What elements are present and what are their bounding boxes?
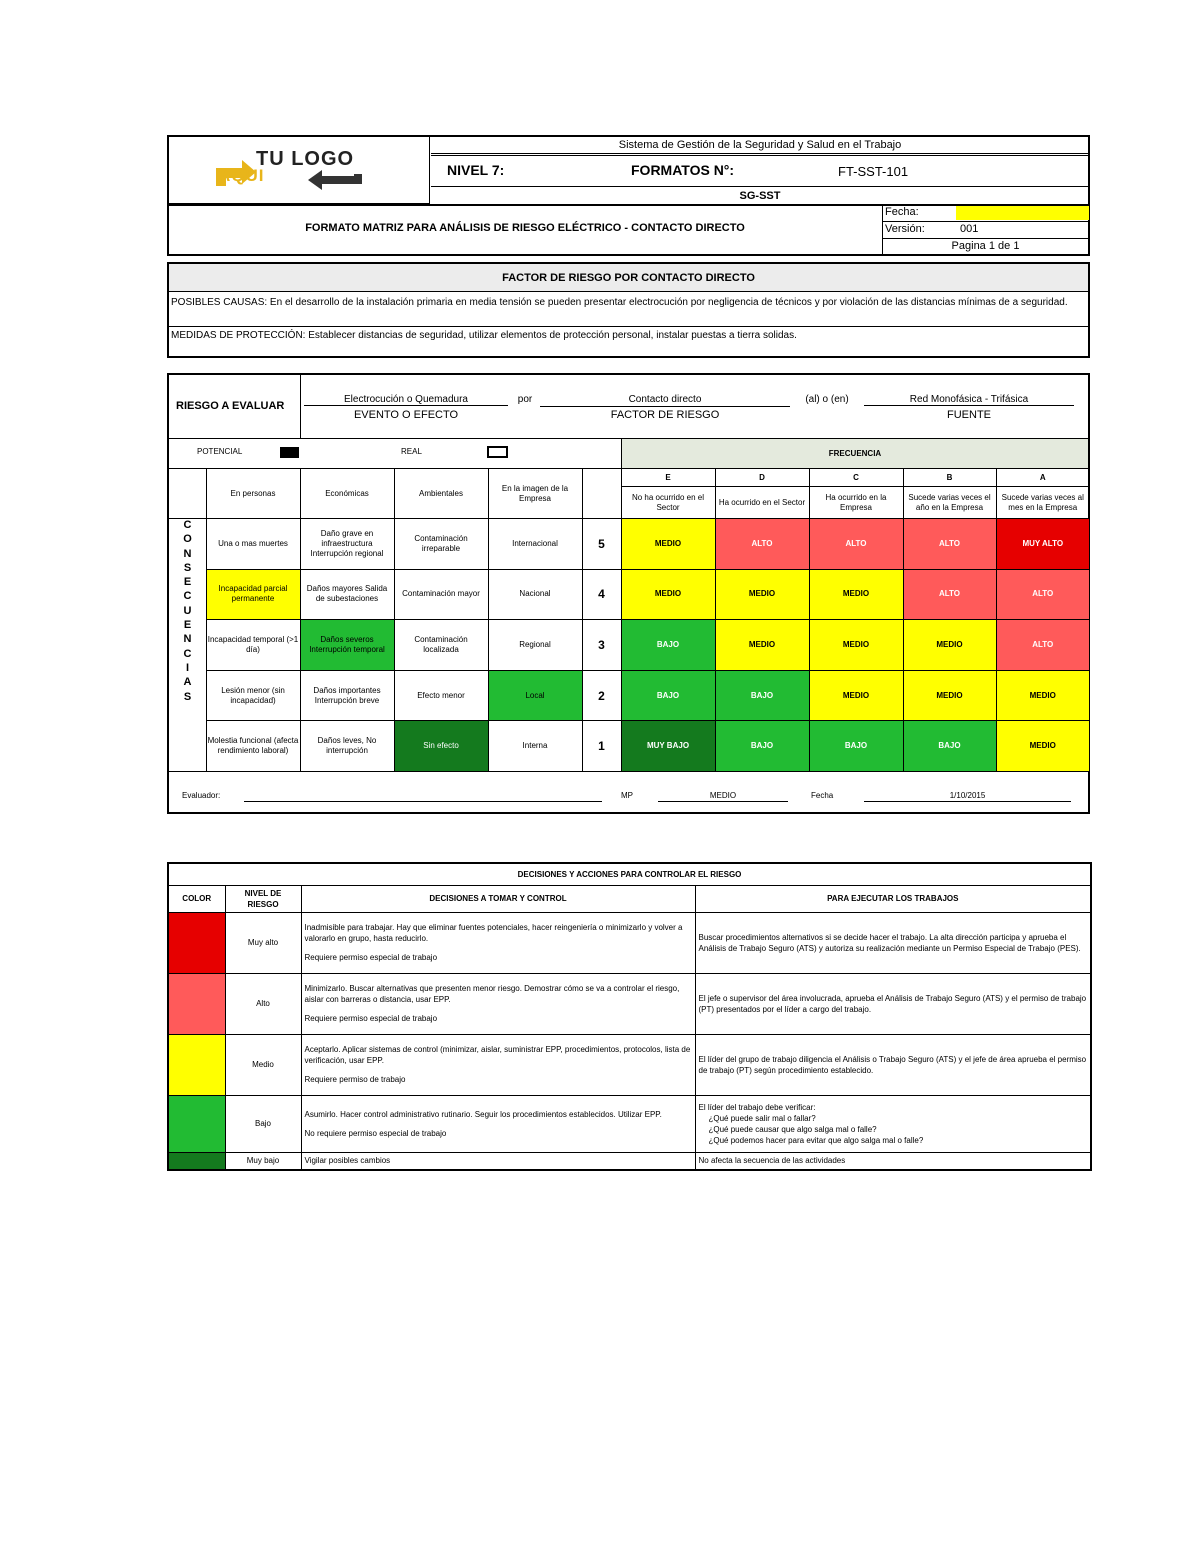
logo-box — [168, 136, 430, 204]
doc-title: FORMATO MATRIZ PARA ANÁLISIS DE RIESGO ELÉCTRICO - CONTACTO DIRECTO — [305, 222, 745, 234]
severity-number: 3 — [582, 620, 621, 671]
medidas-text — [171, 329, 1085, 342]
causas-body: En el desarrollo de la instalación primaria en media tensión se pueden presentar electrocución por negligencia de técnicos y por violación de las distancias mínimas de a seguridad. — [267, 297, 1068, 308]
riesgo-vline — [300, 375, 301, 439]
col-header-ambientales: Ambientales — [394, 469, 488, 519]
matrix-row — [169, 721, 1089, 772]
decision-text-cell — [301, 1095, 695, 1152]
consequence-personas: Incapacidad parcial permanente — [206, 569, 300, 620]
medidas-body: Establecer distancias de seguridad, utilizar elementos de protección personal, instalar puestas a tierra solidas. — [305, 330, 797, 341]
decisions-body — [168, 912, 1091, 1170]
execution-text-cell — [695, 1152, 1091, 1170]
severity-number: 2 — [582, 670, 621, 721]
decision-permit: Requiere permiso de trabajo — [304, 1075, 406, 1084]
consequence-imagen: Regional — [488, 620, 582, 671]
freq-desc-c: Ha ocurrido en la Empresa — [809, 487, 903, 519]
consequence-economicas: Daños mayores Salida de subestaciones — [300, 569, 394, 620]
decision-row — [168, 1034, 1091, 1095]
consequence-imagen: Nacional — [488, 569, 582, 620]
risk-cell: ALTO — [903, 569, 996, 620]
decision-row — [168, 1095, 1091, 1152]
evaluador-field[interactable] — [244, 791, 602, 802]
factor-value: Contacto directo — [628, 394, 702, 405]
consecuencias-vertical-label — [169, 518, 206, 771]
risk-color-swatch — [168, 1095, 225, 1152]
eval-hline — [169, 771, 1088, 772]
consecuencias-letter: U — [183, 604, 192, 617]
risk-cell: ALTO — [903, 519, 996, 570]
version-label: Versión: — [885, 223, 925, 235]
risk-level: Medio — [225, 1034, 301, 1095]
risk-color-swatch — [168, 1034, 225, 1095]
freq-desc-a: Sucede varias veces al mes en la Empresa — [996, 487, 1089, 519]
consequence-personas: Incapacidad temporal (>1 día) — [206, 620, 300, 671]
col-header-economicas: Económicas — [300, 469, 394, 519]
mp-label: MP — [621, 791, 633, 800]
h-nivel: NIVEL DE RIESGO — [225, 885, 301, 912]
nivel-label: NIVEL 7: — [447, 162, 505, 178]
meta-line-2 — [882, 238, 1089, 239]
decisions-table — [167, 862, 1092, 1171]
al-en-label: (al) o (en) — [805, 394, 849, 405]
sg-sst: SG-SST — [739, 190, 781, 202]
decision-row — [168, 912, 1091, 973]
formatos-label: FORMATOS N°: — [631, 162, 735, 178]
risk-color-swatch — [168, 973, 225, 1034]
por-line — [540, 406, 790, 407]
severity-number: 4 — [582, 569, 621, 620]
freq-letter-e: E — [621, 469, 715, 487]
consequence-imagen: Local — [488, 670, 582, 721]
consecuencias-letter: N — [183, 633, 192, 646]
evento-label: EVENTO O EFECTO — [353, 409, 459, 421]
consecuencias-letter: I — [185, 661, 190, 674]
decision-text-cell — [301, 973, 695, 1034]
decision-row — [168, 973, 1091, 1034]
risk-cell: MUY BAJO — [621, 721, 715, 772]
consequence-ambientales: Contaminación irreparable — [394, 519, 488, 570]
system-title: Sistema de Gestión de la Seguridad y Salud en el Trabajo — [431, 137, 1089, 154]
execution-text: El líder del grupo de trabajo diligencia el Análisis o Trabajo Seguro (ATS) y el jefe de área aprueba el permiso de trabajo (PT) según procedimiento establecido. — [698, 1054, 1087, 1075]
consequence-personas: Molestia funcional (afecta rendimiento laboral) — [206, 721, 300, 772]
execution-text: El líder del trabajo debe verificar: — [698, 1102, 816, 1112]
logo-line2: AQUI — [218, 166, 265, 185]
risk-cell: BAJO — [715, 670, 809, 721]
consecuencias-letter: E — [183, 619, 192, 632]
consecuencias-letter: A — [183, 676, 192, 689]
decision-text-cell — [301, 912, 695, 973]
decision-text: Aceptarlo. Aplicar sistemas de control (minimizar, aislar, suministrar EPP, procedimientos, protocolos, lista de verificación, usar EPP. — [304, 1045, 691, 1065]
col-header-imagen: En la imagen de la Empresa — [488, 469, 582, 519]
risk-cell: MEDIO — [996, 670, 1089, 721]
decision-text: Minimizarlo. Buscar alternativas que presenten menor riesgo. Demostrar cómo se va a controlar el riesgo, aislar con barreras o distancia, usar EPP. — [304, 984, 680, 1004]
consecuencias-letter: S — [183, 690, 192, 703]
decisions-title: DECISIONES Y ACCIONES PARA CONTROLAR EL RIESGO — [168, 863, 1091, 885]
risk-cell: MEDIO — [715, 569, 809, 620]
logo-line1: TU LOGO — [256, 148, 355, 170]
matrix-row — [169, 620, 1089, 671]
consequence-ambientales: Sin efecto — [394, 721, 488, 772]
consecuencias-letter: C — [183, 590, 192, 603]
fecha-label: Fecha: — [885, 206, 919, 218]
execution-text: Buscar procedimientos alternativos si se decide hacer el trabajo. La alta dirección participa y aprueba el Análisis de Trabajo Seguro (ATS) y autoriza su realización mediante un Permiso Especial de Trabajo (PES). — [698, 932, 1081, 953]
matrix-row — [169, 670, 1089, 721]
real-checkbox[interactable] — [487, 446, 508, 458]
consequence-personas: Lesión menor (sin incapacidad) — [206, 670, 300, 721]
col-header-personas: En personas — [206, 469, 300, 519]
consequence-imagen: Internacional — [488, 519, 582, 570]
evaluador-label: Evaluador: — [182, 791, 221, 800]
factor-divider — [169, 326, 1088, 327]
consequence-imagen: Interna — [488, 721, 582, 772]
risk-cell: ALTO — [996, 569, 1089, 620]
risk-cell: MEDIO — [903, 670, 996, 721]
medidas-label: MEDIDAS DE PROTECCIÓN: — [171, 330, 306, 341]
execution-question: ¿Qué puede salir mal o fallar? — [708, 1113, 816, 1123]
freq-desc-b: Sucede varias veces el año en la Empresa — [903, 487, 996, 519]
consecuencias-letter: C — [183, 647, 192, 660]
mp-value: MEDIO — [658, 791, 788, 802]
risk-cell: ALTO — [996, 620, 1089, 671]
risk-cell: ALTO — [809, 519, 903, 570]
risk-cell: MEDIO — [996, 721, 1089, 772]
consecuencias-letter: S — [183, 561, 192, 574]
factor-label: FACTOR DE RIESGO — [610, 409, 720, 421]
consequence-economicas: Daño grave en infraestructura Interrupción regional — [300, 519, 394, 570]
freq-desc-d: Ha ocurrido en el Sector — [715, 487, 809, 519]
risk-cell: ALTO — [715, 519, 809, 570]
consequence-economicas: Daños importantes Interrupción breve — [300, 670, 394, 721]
risk-cell: MEDIO — [809, 569, 903, 620]
risk-matrix — [169, 468, 1089, 772]
consecuencias-letter: N — [183, 547, 192, 560]
risk-cell: MEDIO — [903, 620, 996, 671]
execution-text: El jefe o supervisor del área involucrada, aprueba el Análisis de Trabajo Seguro (ATS) y el permiso de trabajo (PT) presentados por el líder a cargo del trabajo. — [698, 993, 1087, 1014]
risk-color-swatch — [168, 1152, 225, 1170]
risk-cell: BAJO — [715, 721, 809, 772]
freq-letter-a: A — [996, 469, 1089, 487]
risk-level: Muy alto — [225, 912, 301, 973]
severity-number: 5 — [582, 519, 621, 570]
evento-value: Electrocución o Quemadura — [304, 394, 508, 406]
h-color: COLOR — [168, 885, 225, 912]
consequence-ambientales: Efecto menor — [394, 670, 488, 721]
freq-letter-b: B — [903, 469, 996, 487]
eval-fecha-label: Fecha — [811, 791, 834, 800]
nivel-row — [431, 155, 1089, 187]
potencial-checkbox[interactable] — [280, 447, 299, 458]
format-code: FT-SST-101 — [838, 164, 909, 179]
risk-cell: MEDIO — [809, 620, 903, 671]
risk-color-swatch — [168, 912, 225, 973]
risk-level: Bajo — [225, 1095, 301, 1152]
consequence-ambientales: Contaminación mayor — [394, 569, 488, 620]
meta-line-1 — [882, 221, 1089, 222]
potencial-label: POTENCIAL — [197, 447, 243, 456]
pagina: Pagina 1 de 1 — [951, 240, 1020, 252]
consequence-personas: Una o mas muertes — [206, 519, 300, 570]
risk-cell: MEDIO — [809, 670, 903, 721]
version-value: 001 — [960, 223, 979, 235]
risk-level: Muy bajo — [225, 1152, 301, 1170]
riesgo-label: RIESGO A EVALUAR — [176, 400, 285, 412]
h-ejecutar: PARA EJECUTAR LOS TRABAJOS — [695, 885, 1091, 912]
causas-text — [171, 296, 1085, 309]
risk-cell: MEDIO — [621, 519, 715, 570]
freq-letter-c: C — [809, 469, 903, 487]
decision-text-cell — [301, 1034, 695, 1095]
decision-text: Inadmisible para trabajar. Hay que eliminar fuentes potenciales, hacer reingeniería o minimizarlo y volver a valorarlo en grupo, hasta reducirlo. — [304, 923, 683, 943]
por-label: por — [517, 394, 533, 405]
decision-row — [168, 1152, 1091, 1170]
execution-text-cell — [695, 1095, 1091, 1152]
execution-text-cell — [695, 912, 1091, 973]
execution-question: ¿Qué podemos hacer para evitar que algo salga mal o falle? — [708, 1135, 924, 1145]
decision-permit: No requiere permiso especial de trabajo — [304, 1128, 447, 1138]
consecuencias-letter: C — [183, 519, 192, 531]
consequence-economicas: Daños severos Interrupción temporal — [300, 620, 394, 671]
freq-desc-e: No ha ocurrido en el Sector — [621, 487, 715, 519]
matrix-row — [169, 519, 1089, 570]
real-label: REAL — [401, 447, 422, 456]
frecuencia-header: FRECUENCIA — [621, 439, 1088, 468]
eval-fecha-value: 1/10/2015 — [864, 791, 1071, 802]
consequence-economicas: Daños leves, No interrupción — [300, 721, 394, 772]
decision-text-cell — [301, 1152, 695, 1170]
consequence-ambientales: Contaminación localizada — [394, 620, 488, 671]
risk-cell: BAJO — [809, 721, 903, 772]
fuente-label: FUENTE — [947, 409, 991, 421]
h-decisiones: DECISIONES A TOMAR Y CONTROL — [301, 885, 695, 912]
execution-text-cell — [695, 1034, 1091, 1095]
factor-title: FACTOR DE RIESGO POR CONTACTO DIRECTO — [169, 264, 1088, 292]
decision-permit: Requiere permiso especial de trabajo — [304, 953, 438, 962]
fuente-value: Red Monofásica - Trifásica — [864, 394, 1074, 406]
decision-text: Vigilar posibles cambios — [304, 1156, 391, 1166]
matrix-body — [169, 519, 1089, 772]
decision-permit: Requiere permiso especial de trabajo — [304, 1014, 438, 1023]
freq-letter-d: D — [715, 469, 809, 487]
consecuencias-letter: O — [183, 533, 192, 546]
risk-level: Alto — [225, 973, 301, 1034]
matrix-row — [169, 569, 1089, 620]
risk-cell: MEDIO — [621, 569, 715, 620]
severity-number: 1 — [582, 721, 621, 772]
col-header-blank — [582, 469, 621, 519]
fecha-field[interactable] — [956, 206, 1089, 220]
risk-cell: BAJO — [621, 670, 715, 721]
execution-question: ¿Qué puede causar que algo salga mal o falle? — [708, 1124, 877, 1134]
execution-text: No afecta la secuencia de las actividades — [698, 1156, 846, 1166]
causas-label: POSIBLES CAUSAS: — [171, 297, 268, 308]
decision-text: Asumirlo. Hacer control administrativo rutinario. Seguir los procedimientos establecidos. Utilizar EPP. — [304, 1109, 662, 1119]
risk-cell: MUY ALTO — [996, 519, 1089, 570]
consecuencias-letter: E — [183, 576, 192, 589]
risk-cell: BAJO — [621, 620, 715, 671]
execution-text-cell — [695, 973, 1091, 1034]
risk-cell: BAJO — [903, 721, 996, 772]
risk-cell: MEDIO — [715, 620, 809, 671]
